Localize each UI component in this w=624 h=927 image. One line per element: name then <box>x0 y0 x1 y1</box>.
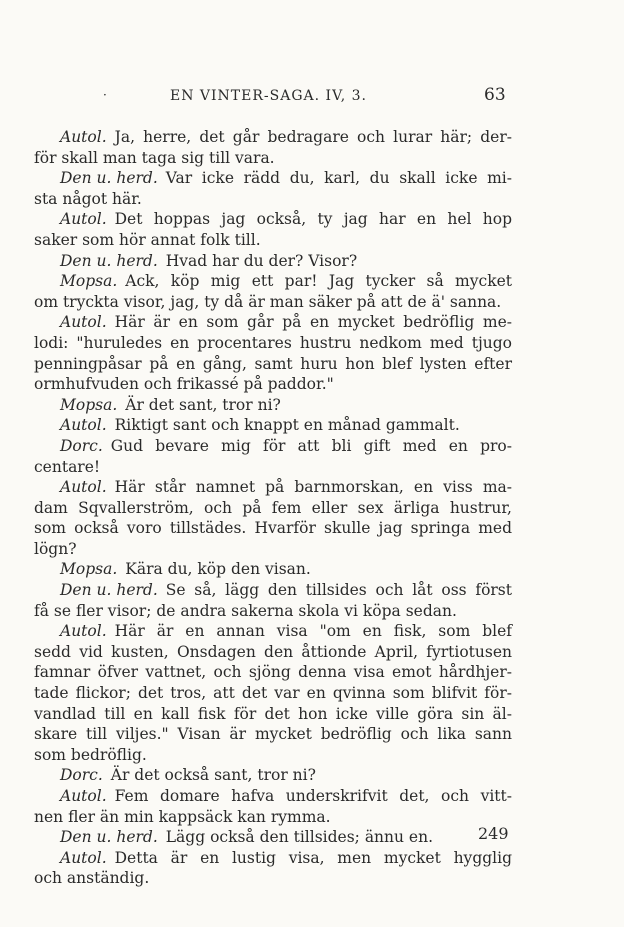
text-line <box>34 477 512 498</box>
line-text: penningpåsar på en gång, samt huru hon blef lysten efter <box>34 354 512 373</box>
text-line <box>34 786 512 807</box>
line-text: Här står namnet på barnmorskan, en viss ma- <box>114 478 512 497</box>
text-line <box>34 745 512 766</box>
line-text: Se så, lägg den tillsides och låt oss först <box>165 581 512 600</box>
text-line <box>34 457 512 478</box>
page-header <box>0 85 624 112</box>
text-line <box>34 827 512 848</box>
text-line <box>34 724 512 745</box>
speaker-name: Autol. <box>60 848 107 867</box>
speaker-name: Autol. <box>60 416 107 435</box>
text-line <box>34 662 512 683</box>
line-text: Här är en som går på en mycket bedröflig me- <box>114 313 512 332</box>
text-line <box>34 683 512 704</box>
line-text: Lägg också den tillsides; ännu en. <box>165 828 434 847</box>
text-line <box>34 498 512 519</box>
line-text: Gud bevare mig för att bli gift med en pro- <box>110 436 512 455</box>
line-text: Är det sant, tror ni? <box>125 395 281 414</box>
text-line <box>34 127 512 148</box>
running-title: EN VINTER-SAGA. IV, 3. <box>170 88 367 104</box>
text-line <box>34 704 512 725</box>
line-text: nen fler än min kappsäck kan rymma. <box>34 807 331 826</box>
line-text: sta något här. <box>34 189 142 208</box>
text-line <box>34 292 512 313</box>
page-number: 63 <box>484 85 506 105</box>
line-text: Här är en annan visa "om en fisk, som blef <box>114 622 512 641</box>
speaker-name: Den u. herd. <box>60 828 158 847</box>
text-line <box>34 868 512 889</box>
speaker-name: Mopsa. <box>60 272 118 291</box>
text-line <box>34 539 512 560</box>
header-dot: · <box>103 88 107 102</box>
speaker-name: Den u. herd. <box>60 581 158 600</box>
line-text: som också voro tillstädes. Hvarför skulle jag springa med <box>34 519 512 538</box>
line-text: och anständig. <box>34 869 150 888</box>
line-text: Är det också sant, tror ni? <box>110 766 316 785</box>
text-line <box>34 374 512 395</box>
text-line <box>34 271 512 292</box>
text-line <box>34 436 512 457</box>
text-line <box>34 621 512 642</box>
line-text: Ja, herre, det går bedragare och lurar här; der- <box>114 128 512 146</box>
line-text: få se fler visor; de andra sakerna skola vi köpa sedan. <box>34 601 457 620</box>
line-text: Fem domare hafva underskrifvit det, och vitt- <box>114 787 512 805</box>
speaker-name: Dorc. <box>60 766 103 785</box>
line-text: Ack, köp mig ett par! Jag tycker så mycket <box>125 272 512 291</box>
text-line <box>34 209 512 230</box>
line-text: som bedröflig. <box>34 745 147 764</box>
line-text: centare! <box>34 457 101 476</box>
text-line <box>34 580 512 601</box>
speaker-name: Mopsa. <box>60 560 118 579</box>
line-text: skare till viljes." Visan är mycket bedröflig och lika sann <box>34 725 512 744</box>
speaker-name: Autol. <box>60 622 107 641</box>
speaker-name: Autol. <box>60 787 107 805</box>
line-text: om tryckta visor, jag, ty då är man säker på att de ä' sanna. <box>34 292 502 311</box>
line-text: ormhufvuden och frikassé på paddor." <box>34 375 334 394</box>
line-text: Detta är en lustig visa, men mycket hygglig <box>114 848 512 867</box>
line-text: Riktigt sant och knappt en månad gammalt. <box>114 416 460 435</box>
text-line <box>34 395 512 416</box>
signature-mark: 249 <box>478 824 509 843</box>
line-text: Det hoppas jag också, ty jag har en hel hop <box>114 210 512 229</box>
line-text: Kära du, köp den visan. <box>125 560 311 579</box>
line-text: vandlad till en kall fisk för det hon icke ville göra sin äl- <box>34 704 512 723</box>
text-line <box>34 230 512 251</box>
line-text: för skall man taga sig till vara. <box>34 148 275 167</box>
speaker-name: Autol. <box>60 313 107 332</box>
dialogue-text <box>34 127 512 889</box>
speaker-name: Den u. herd. <box>60 169 158 188</box>
text-line <box>34 189 512 210</box>
text-line <box>34 601 512 622</box>
text-line <box>34 848 512 869</box>
text-line <box>34 168 512 189</box>
text-line <box>34 415 512 436</box>
text-line <box>34 251 512 272</box>
text-line <box>34 642 512 663</box>
speaker-name: Autol. <box>60 478 107 497</box>
speaker-name: Den u. herd. <box>60 251 158 270</box>
speaker-name: Autol. <box>60 210 107 229</box>
speaker-name: Mopsa. <box>60 395 118 414</box>
text-line <box>34 333 512 354</box>
speaker-name: Dorc. <box>60 436 103 455</box>
line-text: Hvad har du der? Visor? <box>165 251 358 270</box>
line-text: lodi: "huruledes en procentares hustru nedkom med tjugo <box>34 333 512 352</box>
text-line <box>34 518 512 539</box>
speaker-name: Autol. <box>60 128 107 146</box>
text-line <box>34 354 512 375</box>
text-line <box>34 807 512 828</box>
text-line <box>34 559 512 580</box>
line-text: dam Sqvallerström, och på fem eller sex ärliga hustrur, <box>34 498 512 517</box>
line-text: tade flickor; det tros, att det var en qvinna som blifvit för- <box>34 684 512 703</box>
line-text: sedd vid kusten, Onsdagen den åttionde April, fyrtiotusen <box>34 642 512 661</box>
text-line <box>34 765 512 786</box>
line-text: Var icke rädd du, karl, du skall icke mi- <box>165 169 512 188</box>
line-text: famnar öfver vattnet, och sjöng denna visa emot hårdhjer- <box>34 663 512 682</box>
line-text: lögn? <box>34 539 77 558</box>
text-line <box>34 312 512 333</box>
line-text: saker som hör annat folk till. <box>34 230 261 249</box>
text-line <box>34 148 512 169</box>
